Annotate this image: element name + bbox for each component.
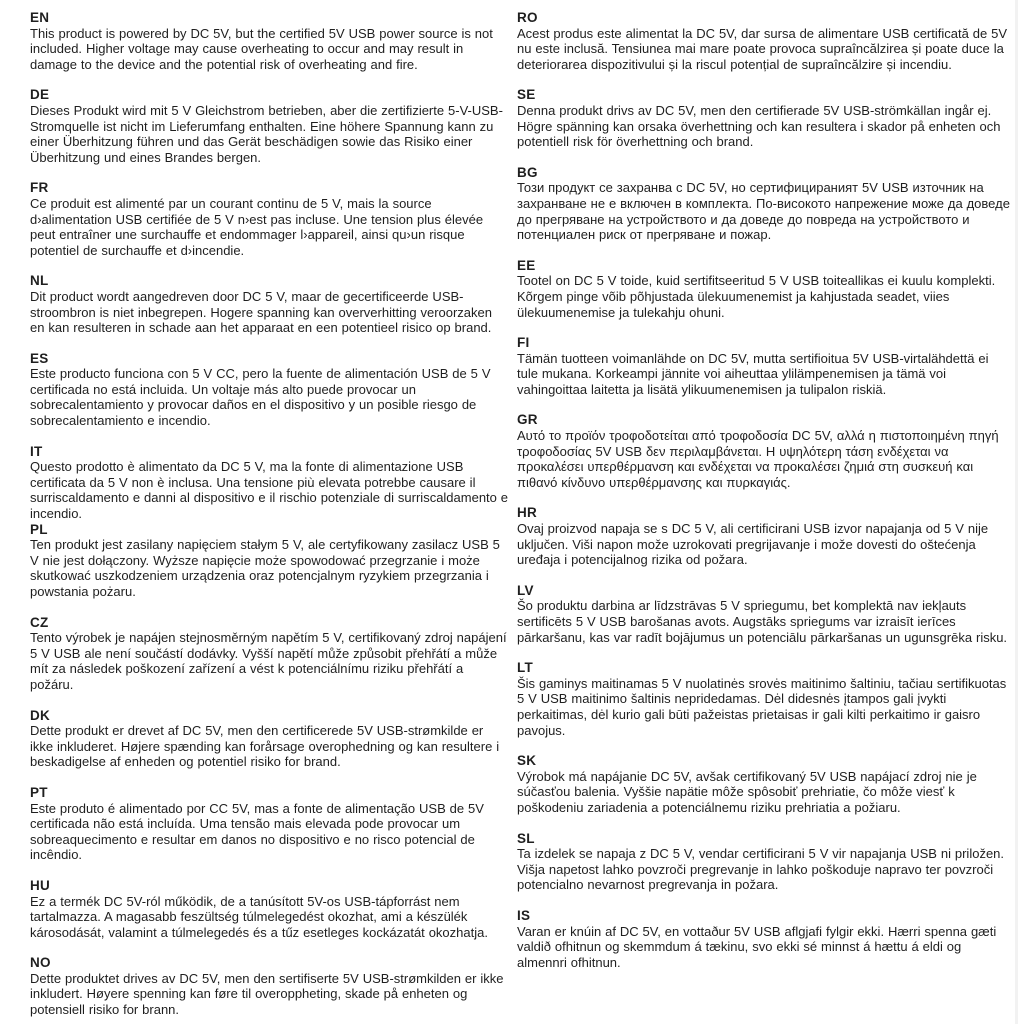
language-code-label: FI	[517, 335, 530, 351]
language-code-label: HU	[30, 877, 50, 893]
language-code-label: DK	[30, 707, 50, 723]
language-code-label: FR	[30, 180, 49, 196]
language-code-label: NL	[30, 273, 49, 289]
language-block-es	[30, 351, 509, 429]
warning-paragraph: Tento výrobek je napájen stejnosměrným napětím 5 V, certifikovaný zdroj napájení 5 V USB ale není součástí dodávky. Vyšší napětí může způsobit přehřátí a může mít za následek poškození zařízení a vést k potenciálnímu riziku přehřátí a požáru.	[30, 630, 507, 692]
warning-paragraph: Ovaj proizvod napaja se s DC 5 V, ali certificirani USB izvor napajanja od 5 V nije uključen. Viši napon može uzrokovati pregrijavanje i može dovesti do oštećenja uređaja i potencijalnog rizika od požara.	[517, 521, 989, 568]
warning-paragraph: Acest produs este alimentat la DC 5V, dar sursa de alimentare USB certificată de 5V nu este inclusă. Tensiunea mai mare poate provoca supraîncălzirea și poate duce la deteriorarea dispozitivului și la riscul potențial de supraîncălzire și incendiu.	[517, 25, 1008, 72]
warning-paragraph: Varan er knúin af DC 5V, en vottaður 5V USB aflgjafi fylgir ekki. Hærri spenna gæti valdið ofhitnun og skemmdum á tækinu, svo ekki sé minnst á hættu á eldi og almennri ofhitnun.	[517, 923, 997, 970]
language-code-label: LV	[517, 582, 534, 598]
scan-edge-artifact	[1015, 0, 1018, 1024]
language-block-bg	[517, 165, 1013, 243]
warning-paragraph: Dette produktet drives av DC 5V, men den sertifiserte 5V USB-strømkilden er ikke inkludert. Høyere spenning kan føre til overoppheting, skade på enheten og potensiell risiko for brann.	[30, 970, 504, 1018]
language-block-ee	[517, 258, 1013, 320]
warning-paragraph: Този продукт се захранва с DC 5V, но сертифицираният 5V USB източник на захранване не е включен в комплекта. По-високото напрежение може да доведе до прегряване на устройството и да доведе до повреда на устройството и потенциален риск от прегряване и пожар.	[517, 180, 1010, 243]
language-block-gr	[517, 412, 1013, 490]
language-block-no	[30, 955, 509, 1017]
language-block-sk	[517, 753, 1013, 815]
language-block-it	[30, 444, 509, 522]
language-block-pt	[30, 785, 509, 863]
language-block-lt	[517, 660, 1013, 738]
language-code-label: PL	[30, 521, 48, 537]
language-code-label: RO	[517, 10, 538, 25]
warning-paragraph: Ten produkt jest zasilany napięciem stałym 5 V, ale certyfikowany zasilacz USB 5 V nie jest dołączony. Wyższe napięcie może spowodować przegrzanie i może skutkować uszkodzeniem urządzenia oraz potencjalnym ryzykiem przegrzania i powstania pożaru.	[30, 537, 500, 599]
language-code-label: SK	[517, 753, 537, 769]
language-code-label: SE	[517, 87, 536, 103]
language-block-cz	[30, 615, 509, 693]
warning-paragraph: Tämän tuotteen voimanlähde on DC 5V, mutta sertifioitua 5V USB-virtalähdettä ei tule mukana. Korkeampi jännite voi aiheuttaa ylilämpenemisen ja tämä voi vahingoittaa laitetta ja lisätä ylikuumenemisen ja tulipalon riskiä.	[517, 350, 989, 397]
language-code-label: PT	[30, 784, 48, 800]
language-block-fr	[30, 180, 509, 258]
language-block-lv	[517, 583, 1013, 645]
warning-paragraph: Dieses Produkt wird mit 5 V Gleichstrom betrieben, aber die zertifizierte 5-V-USB-Stromquelle ist nicht im Lieferumfang enthalten. Eine höhere Spannung kann zu einer Überhitzung führen und das Gerät beschädigen sowie das Risiko einer Überhitzung und eines Brandes bergen.	[30, 102, 503, 165]
language-block-ro	[517, 10, 1013, 72]
warning-paragraph: Αυτό το προϊόν τροφοδοτείται από τροφοδοσία DC 5V, αλλά η πιστοποιημένη πηγή τροφοδοσίας 5V USB δεν περιλαμβάνεται. Η υψηλότερη τάση ενδέχεται να προκαλέσει υπερθέρμανση και ενδέχεται να προκαλέσει ζημιά στη συσκευή και πιθανό κίνδυνο υπερθέρμανσης και πυρκαγιάς.	[517, 428, 999, 490]
language-block-pl	[30, 522, 509, 600]
language-code-label: EE	[517, 257, 536, 273]
language-code-label: EN	[30, 10, 50, 25]
language-code-label: ES	[30, 350, 49, 366]
language-block-hu	[30, 878, 509, 940]
language-code-label: CZ	[30, 614, 49, 630]
language-code-label: LT	[517, 660, 533, 676]
language-block-nl	[30, 273, 509, 335]
language-block-sl	[517, 831, 1013, 893]
language-code-label: IT	[30, 443, 43, 459]
language-block-dk	[30, 708, 509, 770]
warning-paragraph: Denna produkt drivs av DC 5V, men den certifierade 5V USB-strömkällan ingår ej. Högre spänning kan orsaka överhettning och kan resultera i skador på enheten och potentiell risk för överhettning och brand.	[517, 102, 1001, 150]
warning-paragraph: Šo produktu darbina ar līdzstrāvas 5 V spriegumu, bet komplektā nav iekļauts sertificēts 5 V USB barošanas avots. Augstāks spriegums var izraisīt ierīces pārkaršanu, kas var radīt bojājumus un potenciālu pārkaršanas un ugunsgrēka risku.	[517, 598, 1008, 645]
warning-paragraph: Dit product wordt aangedreven door DC 5 V, maar de gecertificeerde USB-stroombron is niet inbegrepen. Hogere spanning kan oververhitting veroorzaken en kan resulteren in schade aan het apparaat en een potentieel risico op brand.	[30, 288, 493, 336]
warning-paragraph: Šis gaminys maitinamas 5 V nuolatinės srovės maitinimo šaltiniu, tačiau sertifikuotas 5 V USB maitinimo šaltinis nepridedamas. Dėl didesnės įtampos gali įvykti perkaitimas, dėl kurio gali būti pažeistas prietaisas ir gali kilti perkaitimo ir gaisro pavojus.	[517, 675, 1007, 738]
warning-paragraph: Ta izdelek se napaja z DC 5 V, vendar certificirani 5 V vir napajanja USB ni priložen. Višja napetost lahko povzroči pregrevanje in lahko poškoduje napravo ter povzroči potencialno nevarnost pregrevanja in požara.	[517, 846, 1005, 893]
warning-paragraph: Este produto é alimentado por CC 5V, mas a fonte de alimentação USB de 5V certificada não está incluída. Uma tensão mais elevada pode provocar um sobreaquecimento e resultar em danos no dispositivo e no risco potencial de incêndio.	[30, 800, 484, 863]
language-block-fi	[517, 335, 1013, 397]
language-code-label: GR	[517, 412, 538, 428]
language-block-de	[30, 87, 509, 165]
warning-paragraph: Tootel on DC 5 V toide, kuid sertifitseeritud 5 V USB toiteallikas ei kuulu komplekti. Kõrgem pinge võib põhjustada ülekuumenemist ja kahjustada seadet, viies ülekuumenemise ja tulekahju ohuni.	[517, 273, 996, 320]
warning-paragraph: Ez a termék DC 5V-ról működik, de a tanúsított 5V-os USB-tápforrást nem tartalmazza. A magasabb feszültség túlmelegedést okozhat, ami a készülék károsodását, valamint a túlmelegedés és a tűz esetleges kockázatát okozhatja.	[30, 893, 488, 940]
warning-paragraph: Ce produit est alimenté par un courant continu de 5 V, mais la source d›alimentation USB certifiée de 5 V n›est pas incluse. Une tension plus élevée peut entraîner une surchauffe et endommager l›appareil, ainsi qu›un risque potentiel de surchauffe et d›incendie.	[30, 195, 484, 258]
warning-paragraph: This product is powered by DC 5V, but the certified 5V USB power source is not included. Higher voltage may cause overheating to occur and may result in damage to the device and the potential risk of overheating and fire.	[30, 25, 493, 72]
language-code-label: HR	[517, 505, 537, 521]
language-column-left	[30, 10, 509, 1033]
language-block-se	[517, 87, 1013, 149]
language-block-hr	[517, 505, 1013, 567]
warning-paragraph: Questo prodotto è alimentato da DC 5 V, ma la fonte di alimentazione USB certificata da 5 V non è inclusa. Una tensione più elevata potrebbe causare il surriscaldamento e danni al dispositivo e il rischio potenziale di surriscaldamento e incendio.	[30, 459, 509, 522]
language-code-label: BG	[517, 164, 538, 180]
language-code-label: IS	[517, 907, 531, 923]
language-block-en	[30, 10, 509, 72]
warning-paragraph: Este producto funciona con 5 V CC, pero la fuente de alimentación USB de 5 V certificada no está incluida. Un voltaje más alto puede provocar un sobrecalentamiento y provocar daños en el dispositivo y un posible riesgo de sobrecalentamiento e incendio.	[30, 366, 491, 429]
language-block-is	[517, 908, 1013, 970]
language-column-right	[517, 10, 1013, 985]
language-code-label: NO	[30, 955, 51, 971]
warning-paragraph: Dette produkt er drevet af DC 5V, men den certificerede 5V USB-strømkilde er ikke inkluderet. Højere spænding kan forårsage overophedning og kan resultere i beskadigelse af enheden og potentiel risiko for brand.	[30, 723, 500, 770]
language-code-label: DE	[30, 87, 50, 103]
warning-paragraph: Výrobok má napájanie DC 5V, avšak certifikovaný 5V USB napájací zdroj nie je súčasťou balenia. Vyššie napätie môže spôsobiť prehriatie, čo môže viesť k poškodeniu zariadenia a potenciálnemu riziku prehriatia a požiaru.	[517, 768, 977, 815]
language-code-label: SL	[517, 830, 535, 846]
